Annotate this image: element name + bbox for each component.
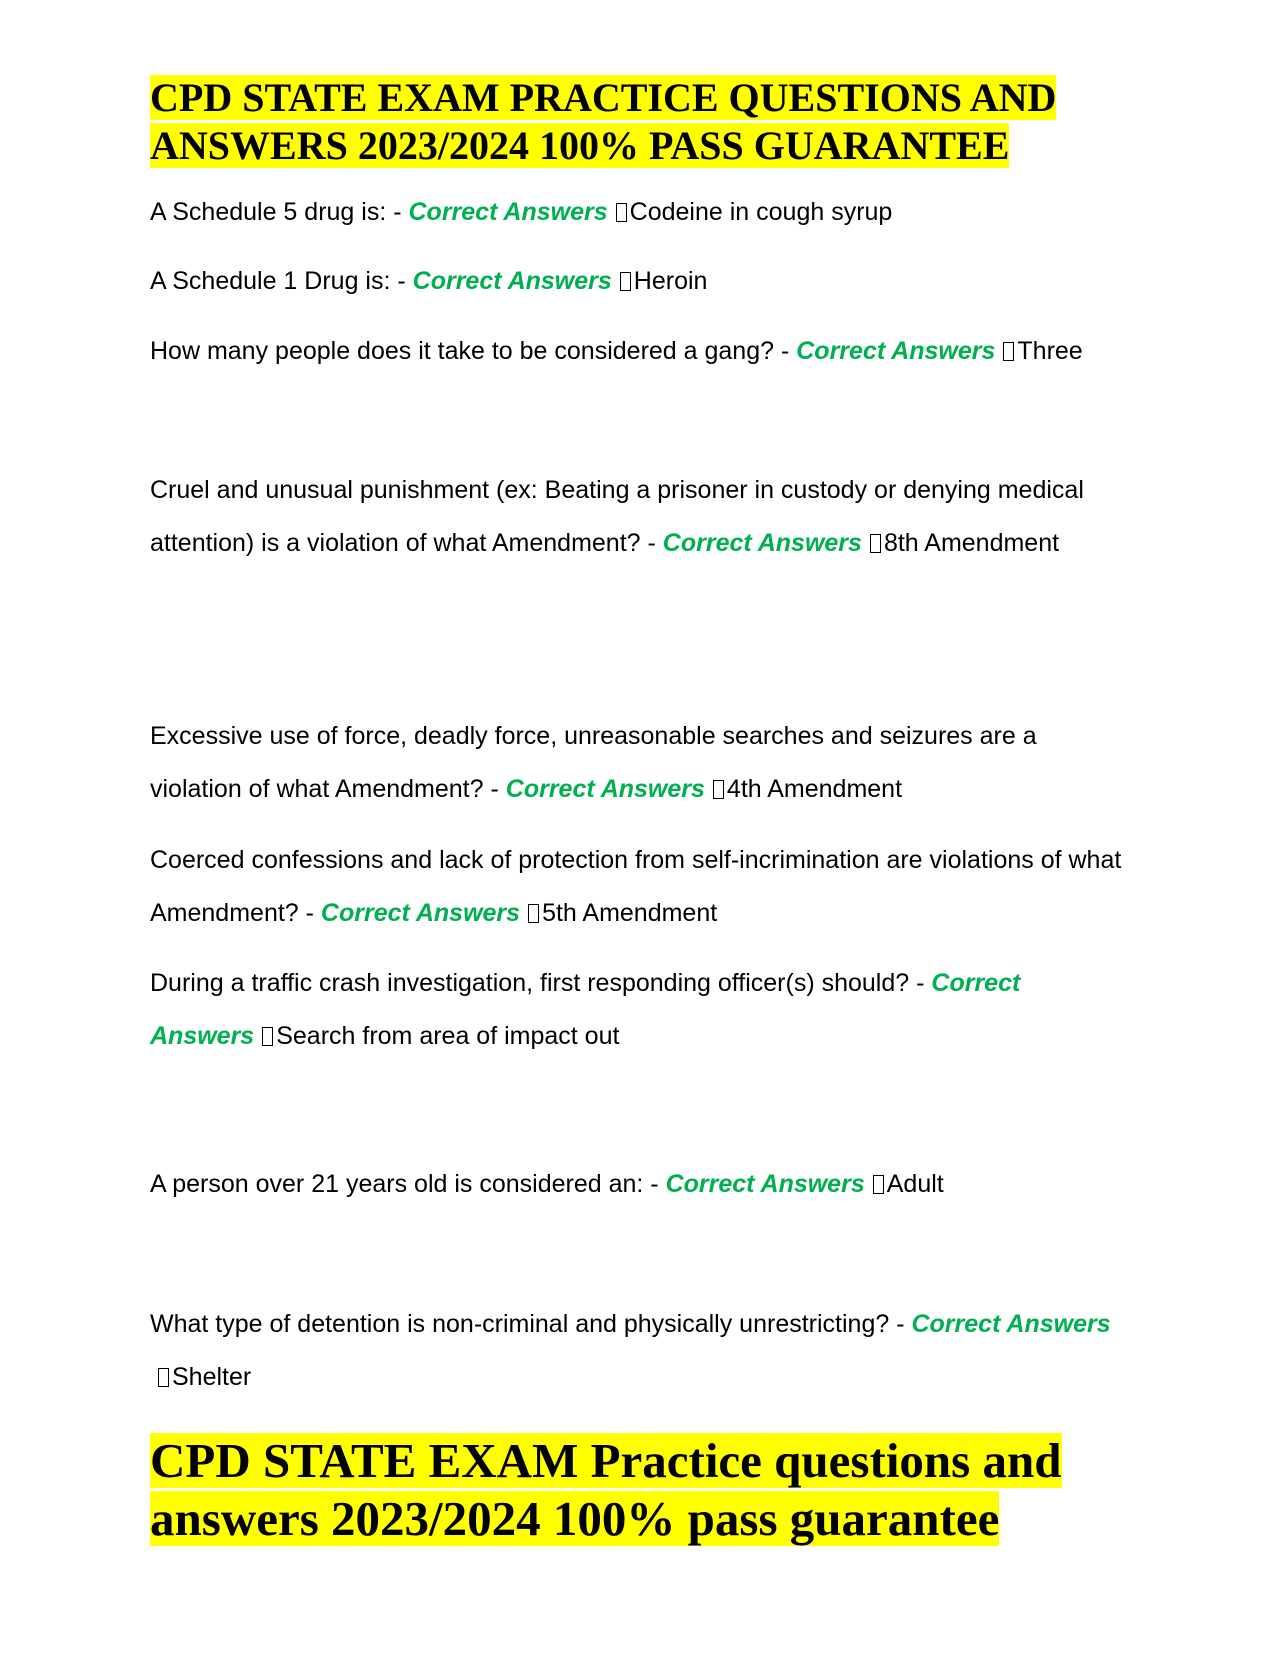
question-text: During a traffic crash investigation, first responding officer(s) should? — [150, 969, 910, 997]
answer-text: 4th Amendment — [726, 775, 903, 803]
answer-text: 8th Amendment — [883, 529, 1060, 557]
separator: - — [774, 337, 797, 365]
separator: - — [298, 899, 321, 927]
answer-text: Adult — [886, 1170, 944, 1198]
qa-item — [150, 710, 1130, 816]
separator: - — [909, 969, 932, 997]
separator: - — [386, 198, 409, 226]
question-text: A person over 21 years old is considered an: — [150, 1170, 644, 1198]
separator: - — [390, 267, 413, 295]
checkbox-glyph-icon — [713, 780, 724, 799]
question-text: Coerced confessions and lack of protection from self-incrimination are violations of what Amendment? — [150, 846, 1122, 927]
qa-item — [150, 464, 1130, 570]
separator: - — [889, 1310, 912, 1338]
question-text: How many people does it take to be considered a gang? — [150, 337, 775, 365]
answer-text: Search from area of impact out — [276, 1022, 620, 1050]
correct-answers-label: Correct Answers — [796, 337, 996, 365]
question-text: Excessive use of force, deadly force, unreasonable searches and seizures are a violation of what Amendment? — [150, 722, 1037, 803]
qa-item — [150, 834, 1130, 940]
correct-answers-label: Correct Answers — [412, 267, 612, 295]
question-text: A Schedule 5 drug is: — [150, 198, 387, 226]
answer-text: Three — [1017, 337, 1083, 365]
checkbox-glyph-icon — [870, 534, 881, 553]
separator: - — [483, 775, 506, 803]
question-text: Cruel and unusual punishment (ex: Beating a prisoner in custody or denying medical attention) is a violation of what Amendment? — [150, 476, 1084, 557]
answer-text: Shelter — [172, 1363, 252, 1391]
checkbox-glyph-icon — [616, 203, 627, 222]
correct-answers-label: Correct Answers — [505, 775, 705, 803]
question-text: What type of detention is non-criminal and physically unrestricting? — [150, 1310, 890, 1338]
checkbox-glyph-icon — [262, 1027, 273, 1046]
answer-text: Heroin — [633, 267, 708, 295]
checkbox-glyph-icon — [1003, 342, 1014, 361]
correct-answers-label: Correct Answers — [320, 899, 521, 927]
answer-text: Codeine in cough syrup — [629, 198, 893, 226]
checkbox-glyph-icon — [158, 1368, 169, 1387]
checkbox-glyph-icon — [873, 1175, 884, 1194]
qa-item — [150, 1158, 1130, 1211]
page-title-bottom-text: CPD STATE EXAM Practice questions and answers 2023/2024 100% pass guarantee — [150, 1433, 1062, 1546]
question-text: A Schedule 1 Drug is: — [150, 267, 391, 295]
correct-answers-label: Correct Answers — [662, 529, 862, 557]
page-title — [150, 74, 1150, 170]
qa-item — [150, 957, 1130, 1063]
checkbox-glyph-icon — [528, 904, 539, 923]
checkbox-glyph-icon — [620, 272, 631, 291]
separator: - — [640, 529, 663, 557]
page-title-text: CPD STATE EXAM PRACTICE QUESTIONS AND ANSWERS 2023/2024 100% PASS GUARANTEE — [150, 75, 1057, 168]
answer-text: 5th Amendment — [542, 899, 718, 927]
qa-item — [150, 255, 1130, 308]
separator: - — [643, 1170, 666, 1198]
qa-item — [150, 1298, 1130, 1404]
correct-answers-label: Correct Answers — [408, 198, 608, 226]
correct-answers-label: Correct Answers — [150, 969, 1021, 1050]
page-title-bottom — [150, 1432, 1150, 1548]
qa-item — [150, 186, 1130, 239]
qa-item — [150, 325, 1130, 378]
correct-answers-label: Correct Answers — [665, 1170, 865, 1198]
correct-answers-label: Correct Answers — [911, 1310, 1111, 1338]
